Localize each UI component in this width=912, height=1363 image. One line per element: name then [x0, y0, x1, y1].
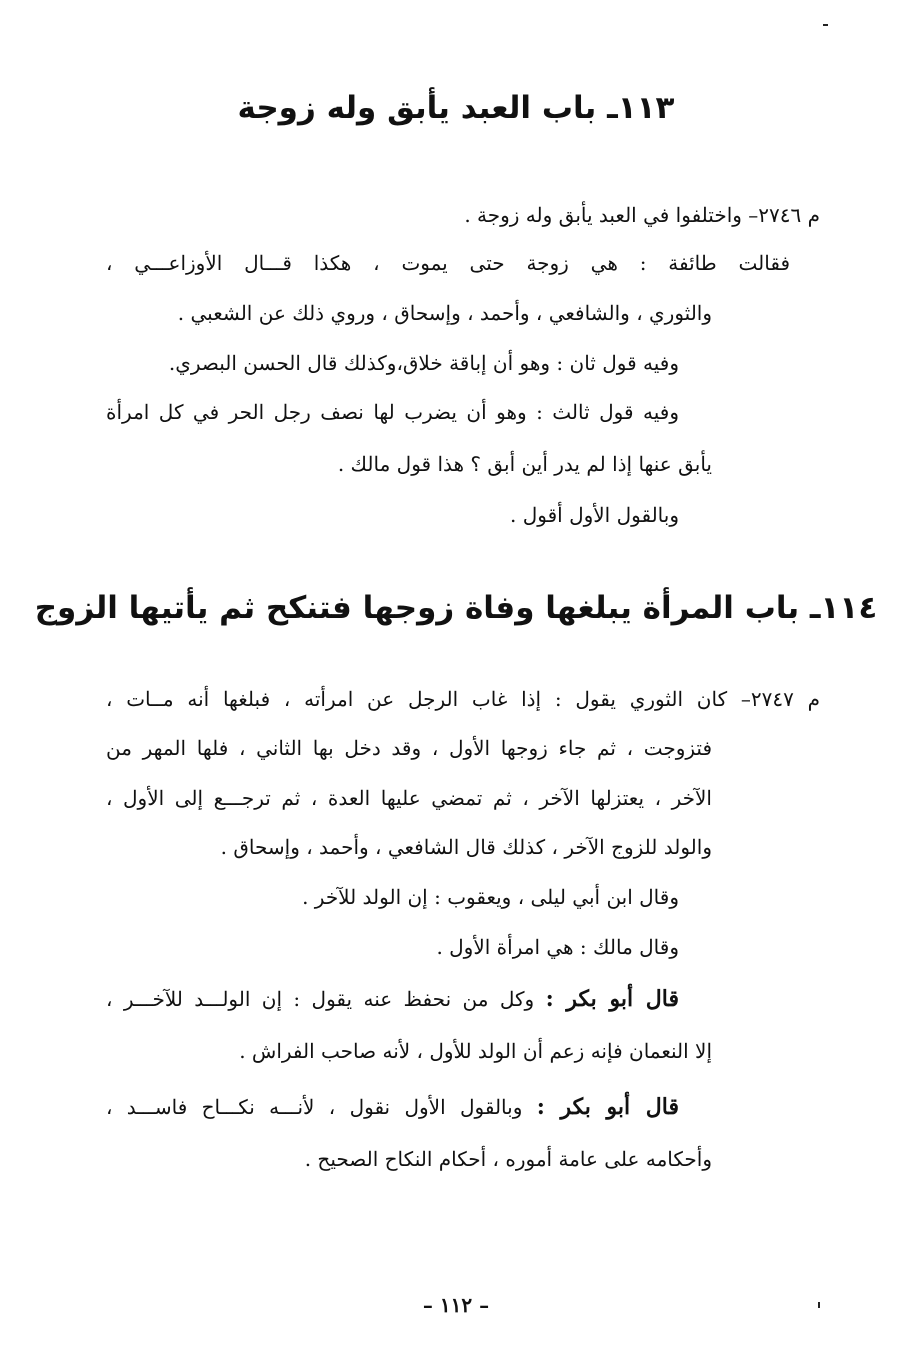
text-line: والولد للزوج الآخر ، كذلك قال الشافعي ، وأحمد ، وإسحاق .: [220, 835, 712, 859]
text-line: فتزوجت ، ثم جاء زوجها الأول ، وقد دخل بها الثاني ، فلها المهر من: [106, 736, 713, 760]
text-line: وأحكامه على عامة أموره ، أحكام النكاح الصحيح .: [304, 1147, 712, 1171]
text-line: وفيه قول ثان : وهو أن إباقة خلاق،وكذلك قال الحسن البصري.: [168, 351, 679, 375]
text-line: وكل من نحفظ عنه يقول : إن الولـــد للآخـــر ،: [106, 987, 535, 1011]
text-line: إلا النعمان فإنه زعم أن الولد للأول ، لأنه صاحب الفراش .: [239, 1039, 712, 1063]
text-line: فقالت طائفة : هي زوجة حتى يموت ، هكذا قـــال الأوزاعـــي ،: [106, 251, 790, 275]
text-line: وفيه قول ثالث : وهو أن يضرب لها نصف رجل الحر في كل امرأة: [106, 400, 679, 424]
text-line: الآخر ، يعتزلها الآخر ، ثم تمضي عليها العدة ، ثم ترجـــع إلى الأول ،: [106, 786, 712, 810]
text-line: وقال ابن أبي ليلى ، ويعقوب : إن الولد للآخر .: [302, 885, 679, 909]
abubakr-paragraph-2: [106, 1092, 679, 1122]
section-113-heading: ١١٣ـ باب العبد يأبق وله زوجة: [237, 90, 675, 126]
scan-mark: [818, 1302, 820, 1308]
abubakr-label: قال أبو بكر :: [545, 986, 679, 1012]
text-line: وبالقول الأول نقول ، لأنـــه نكـــاح فاســـد ،: [106, 1095, 523, 1119]
text-line: والثوري ، والشافعي ، وأحمد ، وإسحاق ، وروي ذلك عن الشعبي .: [177, 301, 712, 325]
text-line: م ٢٧٤٦– واختلفوا في العبد يأبق وله زوجة .: [464, 203, 820, 227]
abubakr-paragraph-1: [106, 984, 679, 1014]
text-line: وبالقول الأول أقول .: [510, 503, 679, 527]
scan-mark: [823, 24, 828, 26]
text-line: يأبق عنها إذا لم يدر أين أبق ؟ هذا قول مالك .: [337, 452, 712, 476]
text-line: وقال مالك : هي امرأة الأول .: [436, 935, 679, 959]
section-114-heading: ١١٤ـ باب المرأة يبلغها وفاة زوجها فتنكح ثم يأتيها الزوج: [34, 590, 878, 626]
abubakr-label: قال أبو بكر :: [536, 1094, 679, 1120]
text-line: م ٢٧٤٧– كان الثوري يقول : إذا غاب الرجل عن امرأته ، فبلغها أنه مــات ،: [106, 687, 820, 711]
page-number: – ١١٢ –: [422, 1293, 490, 1317]
